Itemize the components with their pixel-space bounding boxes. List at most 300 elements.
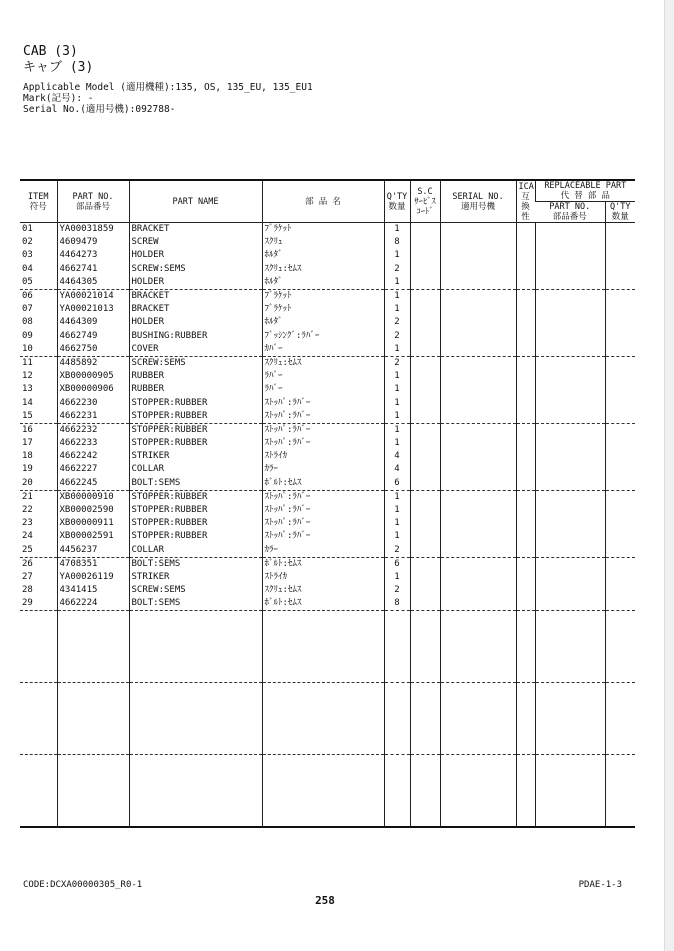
part-no-cell: XB00000910 [57,490,129,504]
repl-part-no-cell [535,423,605,437]
empty-cell [410,611,440,683]
repl-part-no-cell [535,504,605,517]
empty-cell [20,755,57,828]
repl-part-no-cell [535,343,605,357]
part-no-cell: 4662232 [57,423,129,437]
empty-cell [605,683,635,755]
repl-qty-cell [605,343,635,357]
empty-cell [410,755,440,828]
repl-qty-cell [605,450,635,463]
table-header [20,180,635,223]
item-cell: 23 [22,518,33,529]
repl-qty-cell [605,263,635,276]
part-name-cell: BRACKET [129,303,262,316]
repl-part-no-cell [535,437,605,450]
part-no-cell: 4464309 [57,316,129,329]
part-no-cell: 4662741 [57,263,129,276]
part-no-cell: 4456237 [57,544,129,558]
jp-name-cell: ﾌﾞﾗｹｯﾄ [262,223,384,237]
qty-cell: 1 [384,517,410,530]
table-row [20,557,635,571]
repl-part-no-cell [535,517,605,530]
jp-name-cell: ﾎﾞﾙﾄ:ｾﾑｽ [262,597,384,611]
item-cell: 26 [22,558,33,569]
item-cell: 22 [22,505,33,516]
repl-qty-cell [605,289,635,303]
serial-cell [440,450,516,463]
qty-cell: 2 [384,544,410,558]
ica-cell [516,530,535,543]
repl-part-no-cell [535,544,605,558]
part-no-cell: 4662227 [57,463,129,476]
repl-qty-cell [605,396,635,409]
table-row [20,490,635,504]
part-no-cell: 4662224 [57,597,129,611]
table-row [20,330,635,343]
part-name-cell: STRIKER [129,450,262,463]
service-code-cell [410,223,440,237]
qty-cell: 1 [384,530,410,543]
qty-cell: 8 [384,597,410,611]
part-no-cell: 4662749 [57,330,129,343]
serial-cell [440,557,516,571]
jp-name-cell: ｽﾄｯﾊﾟ:ﾗﾊﾞｰ [262,504,384,517]
repl-part-no-cell [535,356,605,370]
part-name-cell: BRACKET [129,223,262,237]
jp-name-cell: ｽﾄｯﾊﾟ:ﾗﾊﾞｰ [262,396,384,409]
repl-part-no-cell [535,276,605,290]
empty-cell [20,683,57,755]
item-cell: 04 [22,263,33,274]
repl-part-no-cell [535,303,605,316]
footer-ref: PDAE-1-3 [578,880,622,890]
jp-name-cell: ｶﾗｰ [262,463,384,476]
part-name-cell: COVER [129,343,262,357]
table-row [20,463,635,476]
repl-qty-cell [605,370,635,383]
mark-line: Mark(記号): - [23,93,94,104]
qty-cell: 8 [384,236,410,249]
item-cell: 12 [22,371,33,382]
jp-name-cell: ﾗﾊﾞｰ [262,383,384,396]
table-row [20,276,635,290]
part-name-cell: STOPPER:RUBBER [129,490,262,504]
part-no-cell: XB00000905 [57,370,129,383]
scrollbar[interactable] [664,0,674,951]
jp-name-cell: ﾗﾊﾞｰ [262,370,384,383]
ica-cell [516,450,535,463]
repl-qty-cell [605,597,635,611]
part-no-cell: 4662231 [57,410,129,424]
ica-cell [516,303,535,316]
ica-cell [516,249,535,262]
repl-part-no-cell [535,236,605,249]
part-no-cell: YA00026119 [57,571,129,584]
table-row [20,530,635,543]
qty-cell: 1 [384,276,410,290]
table-row [20,383,635,396]
col-part-no: PART NO. 部品番号 [57,180,129,223]
table-row [20,597,635,611]
service-code-cell [410,450,440,463]
part-name-cell: STOPPER:RUBBER [129,437,262,450]
empty-cell [384,611,410,683]
serial-cell [440,356,516,370]
part-name-cell: SCREW [129,236,262,249]
document-header [23,44,313,115]
serial-cell [440,330,516,343]
service-code-cell [410,249,440,262]
repl-part-no-cell [535,477,605,491]
empty-cell [535,683,605,755]
empty-cell [516,611,535,683]
table-row [20,356,635,370]
item-cell: 15 [20,410,57,424]
part-name-cell: STOPPER:RUBBER [129,410,262,424]
part-name-cell: BUSHING:RUBBER [129,330,262,343]
part-name-cell: HOLDER [129,249,262,262]
repl-part-no-cell [535,223,605,237]
part-name-cell: COLLAR [129,544,262,558]
jp-name-cell: ｽｸﾘｭ:ｾﾑｽ [262,356,384,370]
blank-row [20,755,635,828]
col-ica: ICA 互 換 性 [516,180,535,223]
repl-part-no-cell [535,263,605,276]
qty-cell: 1 [384,370,410,383]
qty-cell: 1 [384,504,410,517]
item-cell: 16 [22,424,33,435]
serial-cell [440,544,516,558]
ica-cell [516,316,535,329]
page-title: CAB (3) [23,44,78,59]
item-cell: 07 [22,304,33,315]
empty-cell [129,611,262,683]
serial-cell [440,490,516,504]
jp-name-cell: ﾎﾙﾀﾞ [262,249,384,262]
part-no-cell: 4485892 [57,356,129,370]
repl-part-no-cell [535,490,605,504]
table-body [20,223,635,828]
jp-name-cell: ﾌﾞﾗｹｯﾄ [262,303,384,316]
repl-part-no-cell [535,584,605,597]
part-name-cell: RUBBER [129,383,262,396]
service-code-cell [410,504,440,517]
part-name-cell: HOLDER [129,276,262,290]
empty-cell [605,755,635,828]
service-code-cell [410,303,440,316]
table-row [20,236,635,249]
part-no-cell: 4609479 [57,236,129,249]
item-cell: 02 [22,237,33,248]
repl-qty-cell [605,517,635,530]
blank-row [20,611,635,683]
empty-cell [57,755,129,828]
ica-cell [516,504,535,517]
ica-cell [516,544,535,558]
empty-cell [57,683,129,755]
serial-cell [440,236,516,249]
jp-name-cell: ｽﾄｯﾊﾟ:ﾗﾊﾞｰ [262,410,384,424]
jp-name-cell: ﾎﾞﾙﾄ:ｾﾑｽ [262,477,384,491]
item-cell: 09 [22,330,33,341]
part-no-cell: 4464273 [57,249,129,262]
blank-row [20,683,635,755]
page-title-jp: キャブ (3) [23,60,94,75]
jp-name-cell: ｽｸﾘｭ [262,236,384,249]
repl-qty-cell [605,477,635,491]
empty-cell [262,755,384,828]
item-cell: 21 [22,491,33,502]
item-cell: 17 [22,438,33,449]
ica-cell [516,396,535,409]
service-code-cell [410,289,440,303]
ica-cell [516,437,535,450]
footer-code: CODE:DCXA00000305_R0-1 [23,880,143,890]
ica-cell [516,276,535,290]
ica-cell [516,370,535,383]
item-cell: 13 [22,384,33,395]
jp-name-cell: ﾎﾙﾀﾞ [262,316,384,329]
ica-cell [516,343,535,357]
part-name-cell: BOLT:SEMS [129,477,262,491]
jp-name-cell: ｶﾊﾞｰ [262,343,384,357]
col-qty: Q'TY 数量 [384,180,410,223]
jp-name-cell: ﾌﾞｯｼﾝｸﾞ:ﾗﾊﾞｰ [262,330,384,343]
serial-cell [440,383,516,396]
part-name-cell: STOPPER:RUBBER [129,423,262,437]
repl-qty-cell [605,584,635,597]
ica-cell [516,263,535,276]
service-code-cell [410,276,440,290]
serial-cell [440,597,516,611]
part-no-cell: XB00000906 [57,383,129,396]
empty-cell [384,755,410,828]
empty-cell [516,683,535,755]
qty-cell: 6 [384,477,410,491]
part-name-cell: BOLT:SEMS [129,597,262,611]
empty-cell [440,683,516,755]
table-row [20,396,635,409]
empty-cell [129,683,262,755]
service-code-cell [410,517,440,530]
qty-cell: 1 [384,423,410,437]
empty-cell [410,683,440,755]
part-name-cell: COLLAR [129,463,262,476]
serial-cell [440,343,516,357]
part-no-cell: YA00031859 [57,223,129,237]
item-cell: 11 [22,357,33,368]
qty-cell: 6 [384,557,410,571]
col-replaceable: REPLACEABLE PART 代 替 部 品 [535,180,635,202]
jp-name-cell: ﾌﾞﾗｹｯﾄ [262,289,384,303]
table-row [20,263,635,276]
serial-cell [440,316,516,329]
service-code-cell [410,316,440,329]
part-name-cell: SCREW:SEMS [129,356,262,370]
service-code-cell [410,423,440,437]
jp-name-cell: ｶﾗｰ [262,544,384,558]
qty-cell: 2 [384,316,410,329]
service-code-cell [410,477,440,491]
repl-qty-cell [605,223,635,237]
table-row [20,477,635,491]
repl-part-no-cell [535,571,605,584]
empty-cell [129,755,262,828]
col-repl-part-no: PART NO. 部品番号 [535,202,605,223]
table-row [20,410,635,424]
repl-qty-cell [605,463,635,476]
item-cell: 05 [20,276,57,290]
table-row [20,423,635,437]
serial-cell [440,289,516,303]
serial-cell [440,223,516,237]
ica-cell [516,423,535,437]
repl-qty-cell [605,544,635,558]
repl-part-no-cell [535,370,605,383]
table-row [20,544,635,558]
item-cell: 27 [22,571,33,582]
qty-cell: 1 [384,249,410,262]
repl-qty-cell [605,437,635,450]
qty-cell: 1 [384,289,410,303]
jp-name-cell: ﾎﾙﾀﾞ [262,276,384,290]
empty-cell [535,755,605,828]
service-code-cell [410,571,440,584]
part-name-cell: RUBBER [129,370,262,383]
part-name-cell: BOLT:SEMS [129,557,262,571]
part-name-cell: BRACKET [129,289,262,303]
serial-cell [440,517,516,530]
ica-cell [516,223,535,237]
repl-part-no-cell [535,450,605,463]
repl-qty-cell [605,236,635,249]
repl-part-no-cell [535,396,605,409]
item-cell: 28 [22,585,33,596]
repl-qty-cell [605,303,635,316]
qty-cell: 4 [384,463,410,476]
repl-qty-cell [605,410,635,424]
jp-name-cell: ｽﾄﾗｲｶ [262,571,384,584]
item-cell: 06 [22,291,33,302]
table-row [20,450,635,463]
empty-cell [440,755,516,828]
empty-cell [262,611,384,683]
serial-line: Serial No.(適用号機):092788- [23,104,176,115]
table-row [20,517,635,530]
item-cell: 20 [20,477,57,491]
ica-cell [516,289,535,303]
serial-cell [440,396,516,409]
table-row [20,571,635,584]
part-no-cell: 4662750 [57,343,129,357]
col-part-name: PART NAME [129,180,262,223]
qty-cell: 2 [384,330,410,343]
repl-part-no-cell [535,289,605,303]
serial-cell [440,303,516,316]
repl-part-no-cell [535,410,605,424]
ica-cell [516,236,535,249]
empty-cell [516,755,535,828]
part-name-cell: STOPPER:RUBBER [129,504,262,517]
qty-cell: 1 [384,343,410,357]
item-cell: 01 [22,224,33,235]
jp-name-cell: ｽｸﾘｭ:ｾﾑｽ [262,263,384,276]
item-cell: 19 [22,464,33,475]
empty-cell [384,683,410,755]
ica-cell [516,490,535,504]
serial-cell [440,463,516,476]
empty-cell [440,611,516,683]
jp-name-cell: ｽｸﾘｭ:ｾﾑｽ [262,584,384,597]
serial-cell [440,571,516,584]
table-row [20,289,635,303]
ica-cell [516,597,535,611]
jp-name-cell: ｽﾄｯﾊﾟ:ﾗﾊﾞｰ [262,490,384,504]
table-row [20,343,635,357]
item-cell: 14 [22,397,33,408]
qty-cell: 4 [384,450,410,463]
service-code-cell [410,330,440,343]
item-cell: 29 [20,597,57,611]
part-no-cell: 4708351 [57,557,129,571]
service-code-cell [410,383,440,396]
item-cell: 08 [22,317,33,328]
part-no-cell: XB00000911 [57,517,129,530]
qty-cell: 1 [384,303,410,316]
serial-cell [440,263,516,276]
part-name-cell: SCREW:SEMS [129,584,262,597]
part-no-cell: 4662245 [57,477,129,491]
qty-cell: 2 [384,356,410,370]
service-code-cell [410,557,440,571]
repl-qty-cell [605,571,635,584]
service-code-cell [410,463,440,476]
ica-cell [516,356,535,370]
repl-qty-cell [605,530,635,543]
part-name-cell: STOPPER:RUBBER [129,517,262,530]
part-no-cell: XB00002590 [57,504,129,517]
empty-cell [20,611,57,683]
jp-name-cell: ﾎﾞﾙﾄ:ｾﾑｽ [262,557,384,571]
col-item: ITEM 符号 [20,180,57,223]
repl-part-no-cell [535,530,605,543]
repl-qty-cell [605,423,635,437]
service-code-cell [410,263,440,276]
part-no-cell: 4464305 [57,276,129,290]
jp-name-cell: ｽﾄｯﾊﾟ:ﾗﾊﾞｰ [262,423,384,437]
qty-cell: 1 [384,571,410,584]
qty-cell: 1 [384,410,410,424]
empty-cell [535,611,605,683]
qty-cell: 2 [384,584,410,597]
qty-cell: 1 [384,396,410,409]
repl-part-no-cell [535,597,605,611]
repl-part-no-cell [535,463,605,476]
serial-cell [440,249,516,262]
part-name-cell: STOPPER:RUBBER [129,530,262,543]
part-no-cell: 4662242 [57,450,129,463]
part-no-cell: 4662230 [57,396,129,409]
serial-cell [440,423,516,437]
service-code-cell [410,370,440,383]
ica-cell [516,410,535,424]
col-repl-qty: Q'TY 数量 [605,202,635,223]
table-row [20,504,635,517]
item-cell: 25 [20,544,57,558]
service-code-cell [410,343,440,357]
jp-name-cell: ｽﾄﾗｲｶ [262,450,384,463]
serial-cell [440,477,516,491]
